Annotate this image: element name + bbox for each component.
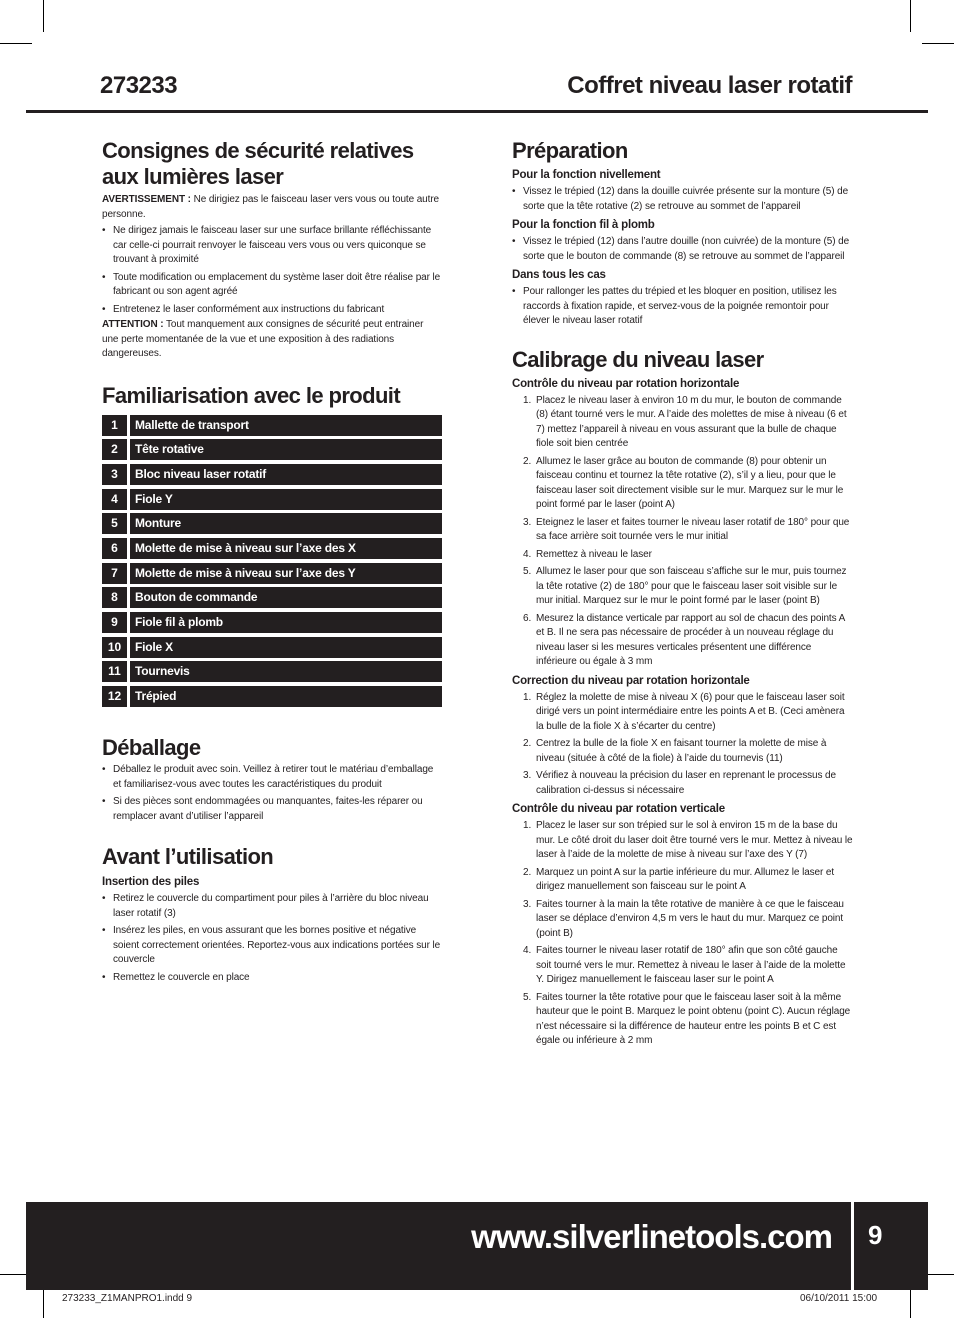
familiarisation-heading: Familiarisation avec le produit [102,382,401,408]
list-item: 3. Vérifiez à nouveau la précision du laser en reprenant le processus de calibration ci-dessus si nécessaire [523,770,836,796]
subheading: Pour la fonction fil à plomb [512,219,655,231]
date-slug: 06/10/2011 15:00 [800,1293,878,1304]
crop-mark [43,0,44,32]
part-row: 2 Tête rotative [102,439,442,460]
list-item: • Vissez le trépied (12) dans l’autre douille (non cuivrée) de la monture (5) de sorte que le bouton de commande (8) se retrouve au sommet de l’appareil [512,235,854,264]
unpacking-list [102,763,442,824]
part-row: 6 Molette de mise à niveau sur l’axe des X [102,538,442,559]
subheading: Contrôle du niveau par rotation verticale [512,803,725,815]
list-item: 2. Marquez un point A sur la partie inférieure du mur. Allumez le laser et dirigez manuellement son faisceau sur le point A [523,866,835,892]
before-use-heading: Avant l’utilisation [102,844,274,870]
subheading: Dans tous les cas [512,269,606,281]
page-header [26,66,928,113]
crop-mark [910,1286,911,1318]
preparation-list [512,285,854,329]
list-item: 3. Eteignez le laser et faites tourner le niveau laser rotatif de 180° pour que sa face arrière soit tournée vers le mur initial [523,516,850,542]
product-title: Coffret niveau laser rotatif [567,72,852,99]
safety-attention: ATTENTION : Tout manquement aux consignes de sécurité peut entrainer une perte momentanée de la vue et une exposition à des radiations dangereuses. [102,319,424,359]
list-item: 4. Remettez à niveau le laser [523,548,652,560]
part-row: 10 Fiole X [102,637,442,658]
subheading: Correction du niveau par rotation horizontale [512,674,750,687]
list-item: • Entretenez le laser conformément aux instructions du fabricant [102,303,442,318]
safety-heading: Consignes de sécurité relatives aux lumières laser [102,138,414,189]
part-row: 8 Bouton de commande [102,587,442,608]
list-item: 5. Faites tourner la tête rotative pour que le faisceau laser soit à la même hauteur que le point B. Marquez le point obtenu (point C). Aucun réglage n’est nécessaire si la différence de hauteur entre les points B et C est égale ou inférieure à 2 mm [523,991,851,1046]
part-row: 11 Tournevis [102,661,442,682]
list-item: • Déballez le produit avec soin. Veillez à retirer tout le matériau d’emballage et familiarisez-vous avec toutes les caractéristiques du produit [102,763,442,792]
list-item: • Pour rallonger les pattes du trépied et les bloquer en position, utilisez les raccords à fixation rapide, et servez-vous de la poignée remontoir pour élever le niveau laser rotatif [512,285,854,329]
preparation-list [512,185,854,214]
subheading: Contrôle du niveau par rotation horizontale [512,377,740,390]
crop-mark [922,43,954,44]
unpacking-heading: Déballage [102,735,201,761]
list-item: 1. Placez le laser sur son trépied sur le sol à environ 15 m de la base du mur. Le côté droit du laser doit être tourné vers le mur. Mettez à niveau le laser à l’aide de la molette de mise à niveau sur l’axe des Y (7) [523,820,853,860]
calibration-list [512,691,854,799]
list-item: • Retirez le couvercle du compartiment pour piles à l’arrière du bloc niveau laser rotatif (3) [102,892,442,921]
crop-mark [910,0,911,32]
page-number: 9 [868,1220,883,1250]
list-item: • Vissez le trépied (12) dans la douille cuivrée présente sur la monture (5) de sorte que la tête rotative (2) se retrouve au sommet de l’appareil [512,185,854,214]
calibration-list [512,394,854,670]
file-slug: 273233_Z1MANPRO1.indd 9 [62,1293,193,1304]
parts-list [102,415,442,708]
list-item: 1. Placez le niveau laser à environ 10 m du mur, le bouton de commande (8) étant tourné vers le mur. A l’aide des molettes de mise à niveau (6 et 7) mettez l’appareil à niveau en vous assurant que la bulle de chaque fiole soit bien centrée [523,394,847,449]
crop-mark [43,1286,44,1318]
right-column [512,138,854,1052]
calibration-list [512,819,854,1049]
before-use-list [102,892,442,985]
product-code: 273233 [100,72,178,99]
part-row: 5 Monture [102,513,442,534]
crop-mark [0,43,32,44]
divider [851,1202,854,1290]
list-item: 5. Allumez le laser pour que son faisceau s’affiche sur le mur, puis tournez la tête rotative (2) de 180° pour que le faisceau laser soit visible sur le mur initial. Marquez sur le mur le point formé par le laser (point B) [523,566,847,606]
safety-list [102,224,442,317]
list-item: • Ne dirigez jamais le faisceau laser sur une surface brillante réfléchissante car celle-ci pourrait renvoyer le faisceau vers vous ou vers quiconque se trouvant à proximité [102,224,442,268]
part-row: 12 Trépied [102,686,442,707]
preparation-heading: Préparation [512,138,628,163]
list-item: • Si des pièces sont endommagées ou manquantes, faites-les réparer ou remplacer avant d’utiliser l’appareil [102,795,442,824]
website-link[interactable]: www.silverlinetools.com [471,1218,832,1255]
list-item: 1. Réglez la molette de mise à niveau X (6) pour que le faisceau laser soit dirigé vers un point intermédiaire entre les points A et B. (Ceci amènera la bulle de la fiole X à s’écarter du centre) [523,691,845,732]
list-item: 4. Faites tourner le niveau laser rotatif de 180° afin que son côté gauche soit tourné vers le mur. Remettez à niveau le laser à l’aide de la molette Y. Dirigez manuellement le faisceau laser sur le point A [523,945,846,985]
calibration-heading: Calibrage du niveau laser [512,346,764,372]
list-item: 2. Allumez le laser grâce au bouton de commande (8) pour obtenir un faisceau continu et tournez la tête rotative (2), s’il y a lieu, pour que le faisceau laser soit directement visible sur le mur. Marquez sur le mur le point formé par le laser (point A) [523,455,844,510]
list-item: 6. Mesurez la distance verticale par rapport au sol de chacun des points A et B. Il ne sera pas nécessaire de procéder à un nouveau réglage du niveau laser si les mesures verticales présentent une différence inférieure ou égale à 3 mm [523,612,845,667]
list-item: • Insérez les piles, en vous assurant que les bornes positive et négative soient correctement orientées. Reportez-vous aux indications portées sur le couvercle [102,924,442,968]
part-row: 9 Fiole fil à plomb [102,612,442,633]
part-row: 7 Molette de mise à niveau sur l’axe des Y [102,563,442,584]
subheading: Pour la fonction nivellement [512,169,661,181]
left-column [102,138,442,988]
page-footer [26,1202,928,1290]
part-row: 4 Fiole Y [102,489,442,510]
safety-warning: AVERTISSEMENT : Ne dirigiez pas le faisceau laser vers vous ou toute autre personne. [102,194,440,220]
list-item: • Toute modification ou emplacement du système laser doit être réalise par le fabricant ou son agent agréé [102,271,442,300]
list-item: 2. Centrez la bulle de la fiole X en faisant tourner la molette de mise à niveau (située à côté de la fiole) à l’aide du tournevis (11) [523,738,827,764]
preparation-list [512,235,854,264]
before-use-subheading: Insertion des piles [102,876,200,889]
part-row: 3 Bloc niveau laser rotatif [102,464,442,485]
list-item: 3. Faites tourner à la main la tête rotative de manière à ce que le faisceau laser se déplace d’environ 4,5 m vers le haut du mur. Marquez ce point (point B) [523,898,844,939]
part-row: 1 Mallette de transport [102,415,442,436]
list-item: • Remettez le couvercle en place [102,971,442,986]
